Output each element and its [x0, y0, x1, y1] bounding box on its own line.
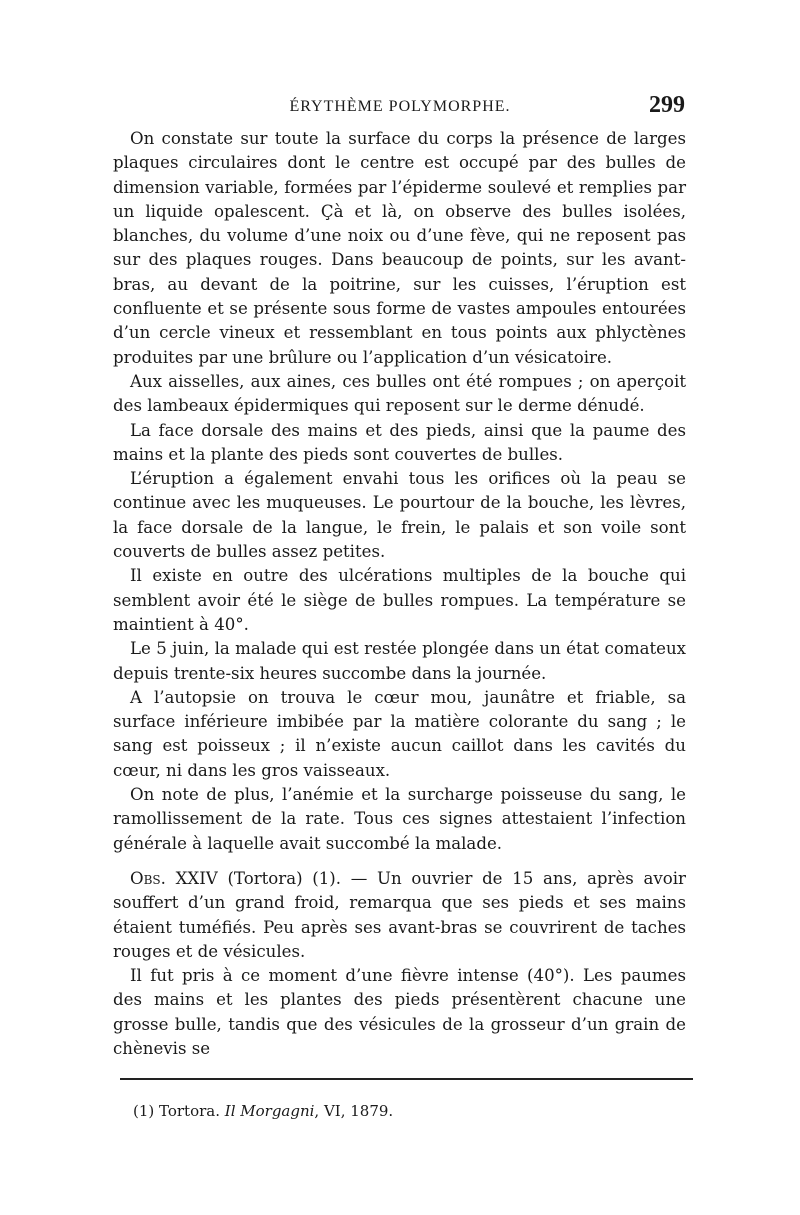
- paragraph: Le 5 juin, la malade qui est restée plongée dans un état comateux depuis trente-six heures succombe dans la journée.: [113, 639, 686, 683]
- paragraph: Aux aisselles, aux aines, ces bulles ont été rompues ; on aperçoit des lambeaux épidermiques qui reposent sur le derme dénudé.: [113, 371, 686, 416]
- paragraph: La face dorsale des mains et des pieds, ainsi que la paume des mains et la plante des pieds sont couvertes de bulles.: [113, 420, 686, 464]
- paragraph: A l’autopsie on trouva le cœur mou, jaunâtre et friable, sa surface inférieure imbibée par la matière colorante du sang ; le sang est poisseux ; il n’existe aucun caillot dans les cavités du cœur, ni dans les gros vaisseaux.: [113, 687, 686, 780]
- paragraph: On constate sur toute la surface du corps la présence de larges plaques circulaires dont le centre est occupé par des bulles de dimension variable, formées par l’épiderme soulevé et remplies par un liquide opalescent. Çà et là, on observe des bulles isolées, blanches, du volume d’une noix ou d’une fève, qui ne reposent pas sur des plaques rouges. Dans beaucoup de points, sur les avant-bras, au devant de la poitrine, sur les cuisses, l’éruption est confluente et se présente sous forme de vastes ampoules entourées d’un cercle vineux et ressemblant en tous points aux phlyctènes produites par une brûlure ou l’application d’un vésicatoire.: [113, 129, 686, 367]
- paragraph: Il fut pris à ce moment d’une fièvre intense (40°). Les paumes des mains et les plantes des pieds présentèrent chacune une grosse bulle, tandis que des vésicules de la grosseur d’un grain de chènevis se: [113, 966, 686, 1058]
- footnote-journal: Il Morgagni: [224, 1102, 315, 1120]
- running-title: ÉRYTHÈME POLYMORPHE.: [289, 98, 511, 115]
- paragraph: On note de plus, l’anémie et la surcharge poisseuse du sang, le ramollissement de la rate. Tous ces signes attestaient l’infection générale à laquelle avait succombé la malade.: [113, 785, 686, 853]
- page-number: 299: [649, 92, 685, 118]
- observation-text: (Tortora) (1). — Un ouvrier de 15 ans, après avoir souffert d’un grand froid, remarqua que ses pieds et ses mains étaient tuméfiés. Peu après ses avant-bras se couvrirent de taches rouges et de vésicules.: [113, 868, 686, 961]
- paragraph: L’éruption a également envahi tous les orifices où la peau se continue avec les muqueuses. Le pourtour de la bouche, les lèvres, la face dorsale de la langue, le frein, le palais et son voile sont couverts de bulles assez petites.: [113, 469, 686, 562]
- running-head: [115, 92, 685, 122]
- observation-paragraph: [113, 867, 686, 964]
- footnote: [133, 1101, 693, 1121]
- footnote-prefix: (1) Tortora.: [133, 1102, 225, 1120]
- footnote-rule: [120, 1078, 693, 1080]
- body-text: [113, 127, 686, 1061]
- observation-label: Obs. XXIV: [130, 868, 218, 888]
- paragraph: Il existe en outre des ulcérations multiples de la bouche qui semblent avoir été le siège de bulles rompues. La température se maintient à 40°.: [113, 566, 686, 634]
- footnote-suffix: , VI, 1879.: [314, 1102, 394, 1120]
